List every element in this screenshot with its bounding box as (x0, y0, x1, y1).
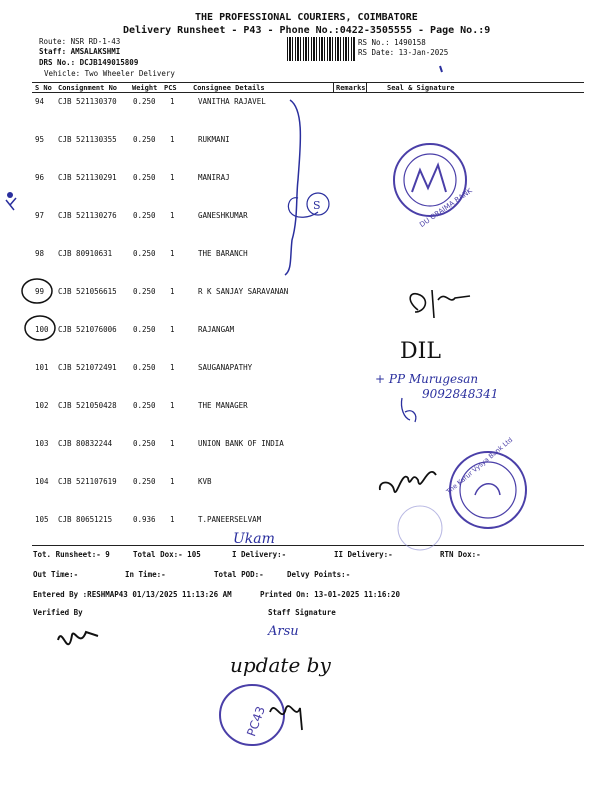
staff-signature: Arsu (268, 624, 299, 639)
signature-row-100: DIL (400, 339, 441, 364)
tot-runsheet: Tot. Runsheet:- 9 (33, 550, 110, 559)
ii-delivery: II Delivery:- (334, 550, 393, 559)
company-name: THE PROFESSIONAL COURIERS, COIMBATORE (195, 12, 418, 23)
row-sno: 104 (35, 477, 49, 486)
update-note: update by (230, 653, 331, 677)
signature-row-104 (380, 472, 436, 492)
row-pcs: 1 (170, 515, 175, 524)
row-consignment: CJB 521130355 (58, 135, 117, 144)
row-consignment: CJB 521072491 (58, 363, 117, 372)
row-weight: 0.250 (133, 439, 156, 448)
col-header-consignment: Consignment No (58, 84, 118, 92)
handwritten-name-101: + PP Murugesan (375, 372, 479, 386)
row-consignment: CJB 521076006 (58, 325, 117, 334)
col-header-seal: Seal & Signature (387, 84, 455, 92)
row-weight: 0.250 (133, 325, 156, 334)
row-consignment: CJB 521056615 (58, 287, 117, 296)
drs-number: DRS No.: DCJB149015809 (39, 58, 139, 67)
row-consignee: T.PANEERSELVAM (198, 515, 262, 524)
rtn-dox: RTN Dox:- (440, 550, 481, 559)
row-sno: 94 (35, 97, 45, 106)
row-sno: 95 (35, 135, 45, 144)
row-weight: 0.250 (133, 363, 156, 372)
row-consignment: CJB 521130276 (58, 211, 117, 220)
ink-mark (6, 198, 16, 210)
row-weight: 0.250 (133, 249, 156, 258)
total-dox: Total Dox:- 105 (133, 550, 201, 559)
circle-row-100 (25, 316, 55, 340)
row-sno: 105 (35, 515, 49, 524)
row-weight: 0.250 (133, 97, 156, 106)
rs-date: RS Date: 13-Jan-2025 (358, 48, 449, 57)
col-header-consignee: Consignee Details (193, 84, 265, 92)
row-sno: 101 (35, 363, 49, 372)
verified-by-label: Verified By (33, 608, 83, 617)
row-consignment: CJB 521130291 (58, 173, 117, 182)
row-pcs: 1 (170, 211, 175, 220)
signature-row-99 (410, 290, 470, 318)
verified-signature (58, 632, 98, 644)
s-note: S (313, 199, 321, 212)
row-consignee: SAUGANAPATHY (198, 363, 253, 372)
in-time: In Time:- (125, 570, 166, 579)
handwritten-phone-101: 9092848341 (422, 387, 499, 401)
col-header-sno: S No (35, 84, 52, 92)
row-consignee: RUKMANI (198, 135, 230, 144)
row-consignment: CJB 80651215 (58, 515, 113, 524)
row-sno: 98 (35, 249, 45, 258)
row-weight: 0.250 (133, 211, 156, 220)
staff-label: Staff: AMSALAKSHMI (39, 47, 121, 56)
row-pcs: 1 (170, 135, 175, 144)
row-pcs: 1 (170, 363, 175, 372)
row-pcs: 1 (170, 97, 175, 106)
col-header-pcs: PCS (164, 84, 177, 92)
row-consignee: THE MANAGER (198, 401, 248, 410)
bank-stamp-2 (444, 436, 526, 528)
row-sno: 103 (35, 439, 49, 448)
row-consignment: CJB 80832244 (58, 439, 113, 448)
svg-text:The Karur Vysya Bank Ltd: The Karur Vysya Bank Ltd (444, 435, 515, 496)
printed-on: Printed On: 13-01-2025 11:16:20 (260, 590, 400, 599)
bracket-mark (285, 100, 300, 275)
remark-row-105: Ukam (233, 531, 275, 547)
rs-number: RS No.: 1490158 (358, 38, 426, 47)
row-pcs: 1 (170, 173, 175, 182)
row-consignment: CJB 521107619 (58, 477, 117, 486)
row-consignee: UNION BANK OF INDIA (198, 439, 284, 448)
row-pcs: 1 (170, 477, 175, 486)
row-pcs: 1 (170, 287, 175, 296)
vehicle-label: Vehicle: Two Wheeler Delivery (44, 69, 175, 78)
row-consignee: MANIRAJ (198, 173, 230, 182)
row-consignee: RAJANGAM (198, 325, 235, 334)
ink-mark (7, 192, 13, 198)
out-time: Out Time:- (33, 570, 79, 579)
row-weight: 0.936 (133, 515, 156, 524)
route-label: Route: NSR RD-1-43 (39, 37, 121, 46)
row-consignment: CJB 80910631 (58, 249, 113, 258)
row-weight: 0.250 (133, 173, 156, 182)
bank-stamp-1 (394, 144, 474, 229)
runsheet-title: Delivery Runsheet - P43 - Phone No.:0422-3505555 - Page No.:9 (123, 25, 491, 36)
staff-signature-label: Staff Signature (268, 608, 336, 617)
pc43-stamp-text: PC43 (244, 704, 268, 739)
circle-row-99 (22, 279, 52, 303)
row-consignee: THE BARANCH (198, 249, 248, 258)
signature-row-102 (401, 398, 415, 422)
row-weight: 0.250 (133, 477, 156, 486)
row-pcs: 1 (170, 439, 175, 448)
row-sno: 97 (35, 211, 45, 220)
row-sno: 100 (35, 325, 49, 334)
row-weight: 0.250 (133, 135, 156, 144)
row-pcs: 1 (170, 401, 175, 410)
col-header-weight: Weight (132, 84, 158, 92)
row-consignee: VANITHA RAJAVEL (198, 97, 266, 106)
row-sno: 99 (35, 287, 45, 296)
row-pcs: 1 (170, 249, 175, 258)
row-weight: 0.250 (133, 287, 156, 296)
svg-text:DU ORAIMA BANK: DU ORAIMA BANK (418, 186, 474, 229)
faded-stamp (398, 506, 442, 550)
row-consignment: CJB 521130370 (58, 97, 117, 106)
ink-mark (440, 66, 442, 72)
row-sno: 96 (35, 173, 45, 182)
row-consignee: GANESHKUMAR (198, 211, 248, 220)
row-pcs: 1 (170, 325, 175, 334)
i-delivery: I Delivery:- (232, 550, 287, 559)
pc43-signature (270, 706, 302, 730)
total-pod: Total POD:- (214, 570, 264, 579)
col-header-remarks: Remarks (336, 84, 366, 92)
row-consignee: KVB (198, 477, 212, 486)
row-sno: 102 (35, 401, 49, 410)
row-consignee: R K SANJAY SARAVANAN (198, 287, 289, 296)
delvy-points: Delvy Points:- (287, 570, 351, 579)
row-consignment: CJB 521050428 (58, 401, 117, 410)
row-weight: 0.250 (133, 401, 156, 410)
entered-by: Entered By :RESHMAP43 01/13/2025 11:13:26 AM (33, 590, 232, 599)
